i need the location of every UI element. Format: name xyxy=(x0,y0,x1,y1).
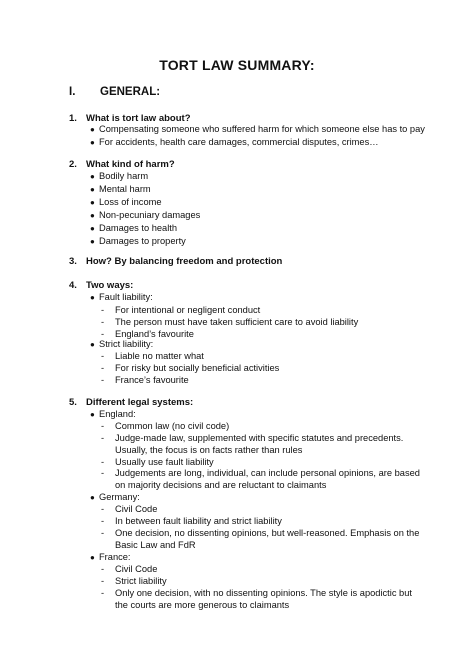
dash-icon: - xyxy=(101,576,105,586)
list-item: Common law (no civil code) xyxy=(115,421,230,431)
dash-icon: - xyxy=(101,564,105,574)
list-item: France’s favourite xyxy=(115,375,189,385)
strict-liability-label: Strict liability: xyxy=(99,339,154,349)
dash-icon: - xyxy=(101,528,105,538)
list-item: Only one decision, with no dissenting opinions. The style is apodictic but the courts are more generous to claimants xyxy=(115,588,412,610)
list-item: Liable no matter what xyxy=(115,351,204,361)
list-item: Mental harm xyxy=(99,184,151,194)
bullet-icon: ● xyxy=(90,237,95,246)
list-item: In between fault liability and strict liability xyxy=(115,516,282,526)
list-item: For accidents, health care damages, commercial disputes, crimes… xyxy=(99,137,379,147)
bullet-icon: ● xyxy=(90,293,95,302)
dash-icon: - xyxy=(101,457,105,467)
part-number: I. xyxy=(69,86,76,98)
section-2-number: 2. xyxy=(69,159,77,170)
france-label: France: xyxy=(99,552,131,562)
list-item: Judgements are long, individual, can include personal opinions, are based on majority decisions and are reluctant to claimants xyxy=(115,468,420,490)
section-3-number: 3. xyxy=(69,256,77,267)
list-item: Civil Code xyxy=(115,504,158,514)
list-item: For risky but socially beneficial activities xyxy=(115,363,280,373)
bullet-icon: ● xyxy=(90,493,95,502)
list-item: Damages to property xyxy=(99,236,186,246)
document-title: TORT LAW SUMMARY: xyxy=(159,57,315,73)
list-item: Usually use fault liability xyxy=(115,457,214,467)
list-item: Non-pecuniary damages xyxy=(99,210,201,220)
dash-icon: - xyxy=(101,468,105,478)
dash-icon: - xyxy=(101,363,105,373)
bullet-icon: ● xyxy=(90,125,95,134)
section-5-number: 5. xyxy=(69,397,77,408)
section-3-title: How? By balancing freedom and protection xyxy=(86,256,283,267)
dash-icon: - xyxy=(101,504,105,514)
dash-icon: - xyxy=(101,317,105,327)
section-1-number: 1. xyxy=(69,113,77,124)
bullet-icon: ● xyxy=(90,340,95,349)
dash-icon: - xyxy=(101,588,105,598)
bullet-icon: ● xyxy=(90,185,95,194)
list-item: Strict liability xyxy=(115,576,167,586)
list-item: One decision, no dissenting opinions, but well-reasoned. Emphasis on the Basic Law and FdR xyxy=(115,528,420,550)
dash-icon: - xyxy=(101,329,105,339)
list-item: Bodily harm xyxy=(99,171,149,181)
dash-icon: - xyxy=(101,421,105,431)
list-item: Judge-made law, supplemented with specific statutes and precedents. Usually, the focus is on facts rather than rules xyxy=(115,433,404,455)
part-title: GENERAL: xyxy=(100,86,161,98)
list-item: Damages to health xyxy=(99,223,178,233)
section-4-title: Two ways: xyxy=(86,280,134,291)
bullet-icon: ● xyxy=(90,410,95,419)
dash-icon: - xyxy=(101,375,105,385)
section-5-title: Different legal systems: xyxy=(86,397,194,408)
england-label: England: xyxy=(99,409,136,419)
section-2-title: What kind of harm? xyxy=(86,159,175,170)
dash-icon: - xyxy=(101,305,105,315)
dash-icon: - xyxy=(101,351,105,361)
list-item: England’s favourite xyxy=(115,329,194,339)
dash-icon: - xyxy=(101,433,105,443)
bullet-icon: ● xyxy=(90,224,95,233)
germany-label: Germany: xyxy=(99,492,140,502)
section-4-number: 4. xyxy=(69,280,77,291)
list-item: Compensating someone who suffered harm for which someone else has to pay xyxy=(99,124,425,134)
fault-liability-label: Fault liability: xyxy=(99,292,153,302)
bullet-icon: ● xyxy=(90,172,95,181)
bullet-icon: ● xyxy=(90,553,95,562)
bullet-icon: ● xyxy=(90,211,95,220)
dash-icon: - xyxy=(101,516,105,526)
bullet-icon: ● xyxy=(90,198,95,207)
list-item: The person must have taken sufficient care to avoid liability xyxy=(115,317,359,327)
list-item: For intentional or negligent conduct xyxy=(115,305,261,315)
section-1-title: What is tort law about? xyxy=(86,113,191,124)
list-item: Loss of income xyxy=(99,197,162,207)
bullet-icon: ● xyxy=(90,138,95,147)
list-item: Civil Code xyxy=(115,564,158,574)
